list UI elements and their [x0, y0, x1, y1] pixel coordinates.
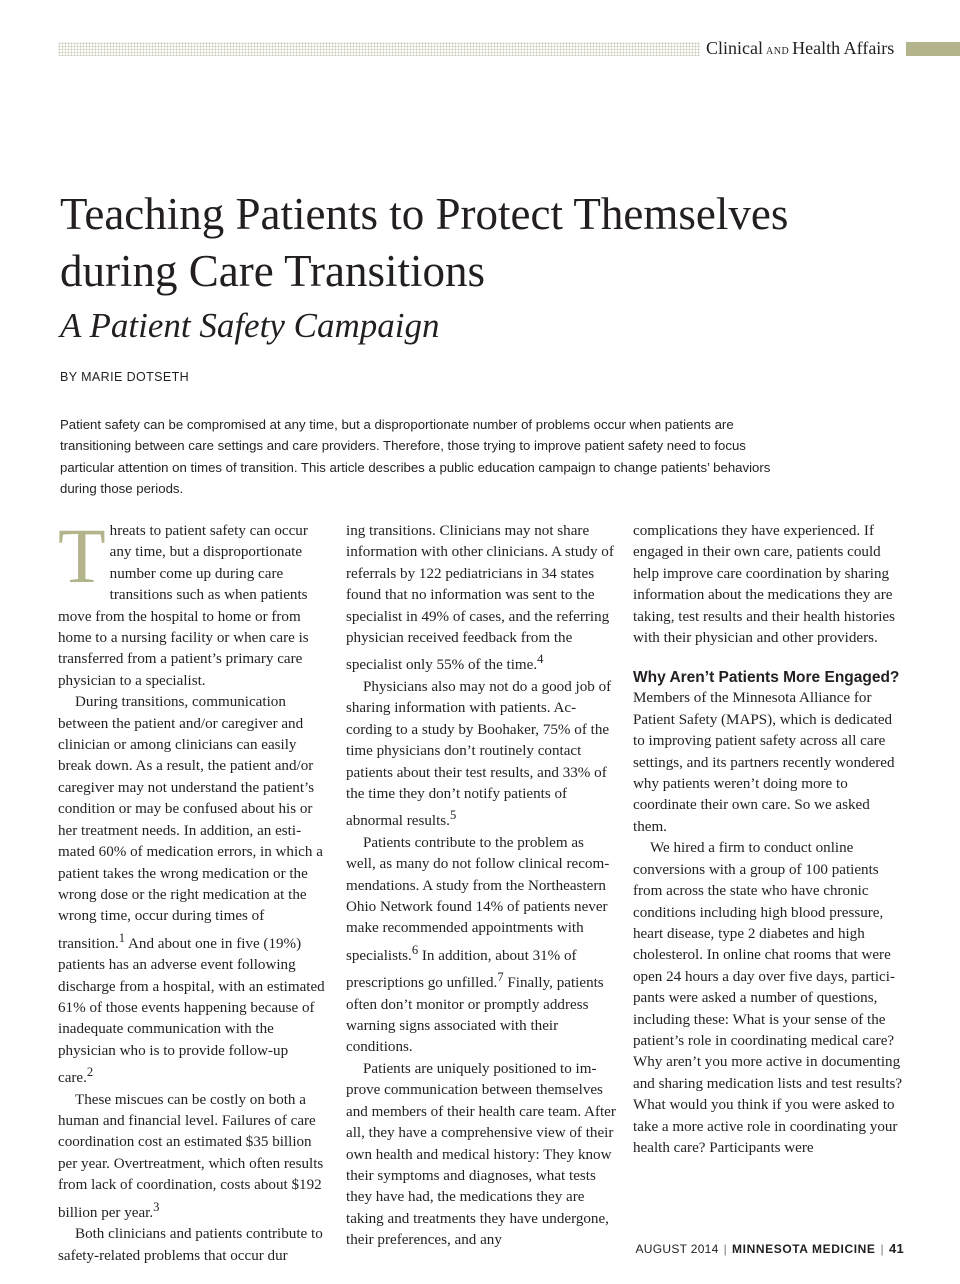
byline: BY MARIE DOTSETH — [60, 370, 190, 384]
reference-marker: 3 — [153, 1199, 160, 1214]
paragraph — [346, 677, 616, 833]
paragraph-text: During transitions, communication between the patient and/or caregiver and clinician or among clinicians can easily break down. As a result, the patient and/or caregiver may not understand the patient’s condition or may be confused about his or her treatment needs. In addition, an estimated 60% of medication errors, in which a patient takes the wrong medication or the wrong dose or the right medication at the wrong time, occur during times of transition. — [58, 694, 323, 952]
reference-marker: 5 — [449, 808, 457, 823]
section-label — [706, 38, 894, 59]
column-2 — [346, 521, 616, 1252]
section-heading: Why Aren’t Patients More Engaged? — [633, 669, 900, 687]
section-label-health-affairs: Health Affairs — [792, 38, 895, 58]
paragraph: Members of the Minnesota Alliance for Patient Safety (MAPS), which is dedicated to improving patient safety across all care settings, and its partners recently wondered why patients weren’t doing more to coordinate their own care. So we asked them. — [633, 690, 895, 835]
paragraph-text: And about one in five (19%) patients has an adverse event following discharge from a hospital, with an estimated 61% of those events happening because of inadequate communication with the physician who is to provide follow-up care. — [58, 935, 325, 1087]
paragraph: Patients are uniquely positioned to improve communication between themselves and members of their health care team. After all, they have a comprehensive view of their own health and medical history: They know their symptoms and diagnoses, what tests they have had, the medications they are taking and treatments they have undergone, their preferences, and any — [346, 1060, 616, 1249]
issue-date: AUGUST 2014 — [635, 1242, 719, 1256]
header-dot-pattern — [58, 42, 700, 56]
article-subtitle: A Patient Safety Campaign — [60, 306, 440, 345]
article-title: Teaching Patients to Protect Themselves during Care Transitions — [60, 189, 789, 296]
paragraph — [58, 512, 326, 692]
paragraph: complications they have experienced. If engaged in their own care, patients could help improve care coordination by sharing information about the medications they are taking, test results and their health histories with their physician and other providers. — [633, 523, 895, 647]
paragraph-text: hreats to patient safety can occur any time, but a disproportionate number come up during care transitions such as when patients move from the hospital to home or from home to a nursing facility or when care is transferred from a patient’s primary care physician to a specialist. — [58, 523, 309, 689]
paragraph-text: In addition, about 31% of prescriptions go unfilled. — [346, 947, 577, 992]
page-number: 41 — [888, 1241, 904, 1256]
reference-marker: 2 — [86, 1065, 94, 1080]
reference-marker: 1 — [118, 930, 126, 945]
paragraph-text: Physicians also may not do a good job of sharing information with patients. According to a study by Boohaker, 75% of the time physicians don’t routinely contact patients about their test results, and 33% of the time they don’t notify patients of abnormal results. — [346, 678, 612, 830]
section-label-and: AND — [766, 46, 790, 57]
paragraph — [346, 833, 616, 1059]
footer-separator: | — [880, 1242, 884, 1256]
paragraph-text: ing transitions. Clinicians may not share information with other clinicians. A study of referrals by 122 pediatricians in 34 states found that no information was sent to the specialist in 49% of cases, and the referring physician received feedback from the specialist only 55% of the time. — [346, 523, 614, 674]
page-footer — [636, 1241, 905, 1256]
abstract: Patient safety can be compromised at any time, but a disproportionate number of problems occur when patients are transitioning between care settings and care providers. Therefore, those trying to improve patient safety need to focus particular attention on times of transition. This article describes a public education campaign to change patients’ behaviors during those periods. — [60, 417, 771, 496]
reference-marker: 4 — [537, 652, 544, 667]
column-3 — [633, 521, 903, 1159]
paragraph-text: Finally, patients often don’t monitor or promptly address warning signs associated with their conditions. — [346, 975, 604, 1056]
footer-separator: | — [723, 1242, 728, 1256]
paragraph — [58, 692, 326, 1089]
paragraph-text: These miscues can be costly on both a human and financial level. Failures of care coordination cost an estimated $35 billion per year. Overtreatment, which often results from lack of coordination, costs about $192 billion per year. — [58, 1091, 324, 1221]
header-accent-bar — [906, 42, 960, 56]
paragraph-text: Patients contribute to the problem as well, as many do not follow clinical recommendations. A study from the Northeastern Ohio Network found 14% of patients never make recommended appointments with specialists. — [346, 834, 610, 964]
paragraph: Both clinicians and patients contribute to safety-related problems that occur dur — [58, 1226, 323, 1264]
section-label-clinical: Clinical — [706, 38, 763, 58]
reference-marker: 6 — [411, 942, 419, 957]
paragraph — [58, 1090, 326, 1224]
paragraph — [346, 521, 616, 677]
paragraph: We hired a firm to conduct online conversions with a group of 100 patients from across the state who have chronic conditions including high blood pressure, heart disease, type 2 diabetes and high cholesterol. In online chat rooms that were open 24 hours a day over five days, participants were asked a number of questions, including these: What is your sense of the patient’s role in coordinating medical care? Why aren’t you more active in documenting and sharing medication lists and test results? What would you think if you were asked to take a more active role in coordinating your health care? Participants were — [633, 840, 903, 1156]
magazine-name: MINNESOTA MEDICINE — [732, 1242, 876, 1256]
drop-cap: T — [58, 512, 106, 599]
reference-marker: 7 — [497, 970, 504, 985]
column-1 — [58, 512, 326, 1267]
